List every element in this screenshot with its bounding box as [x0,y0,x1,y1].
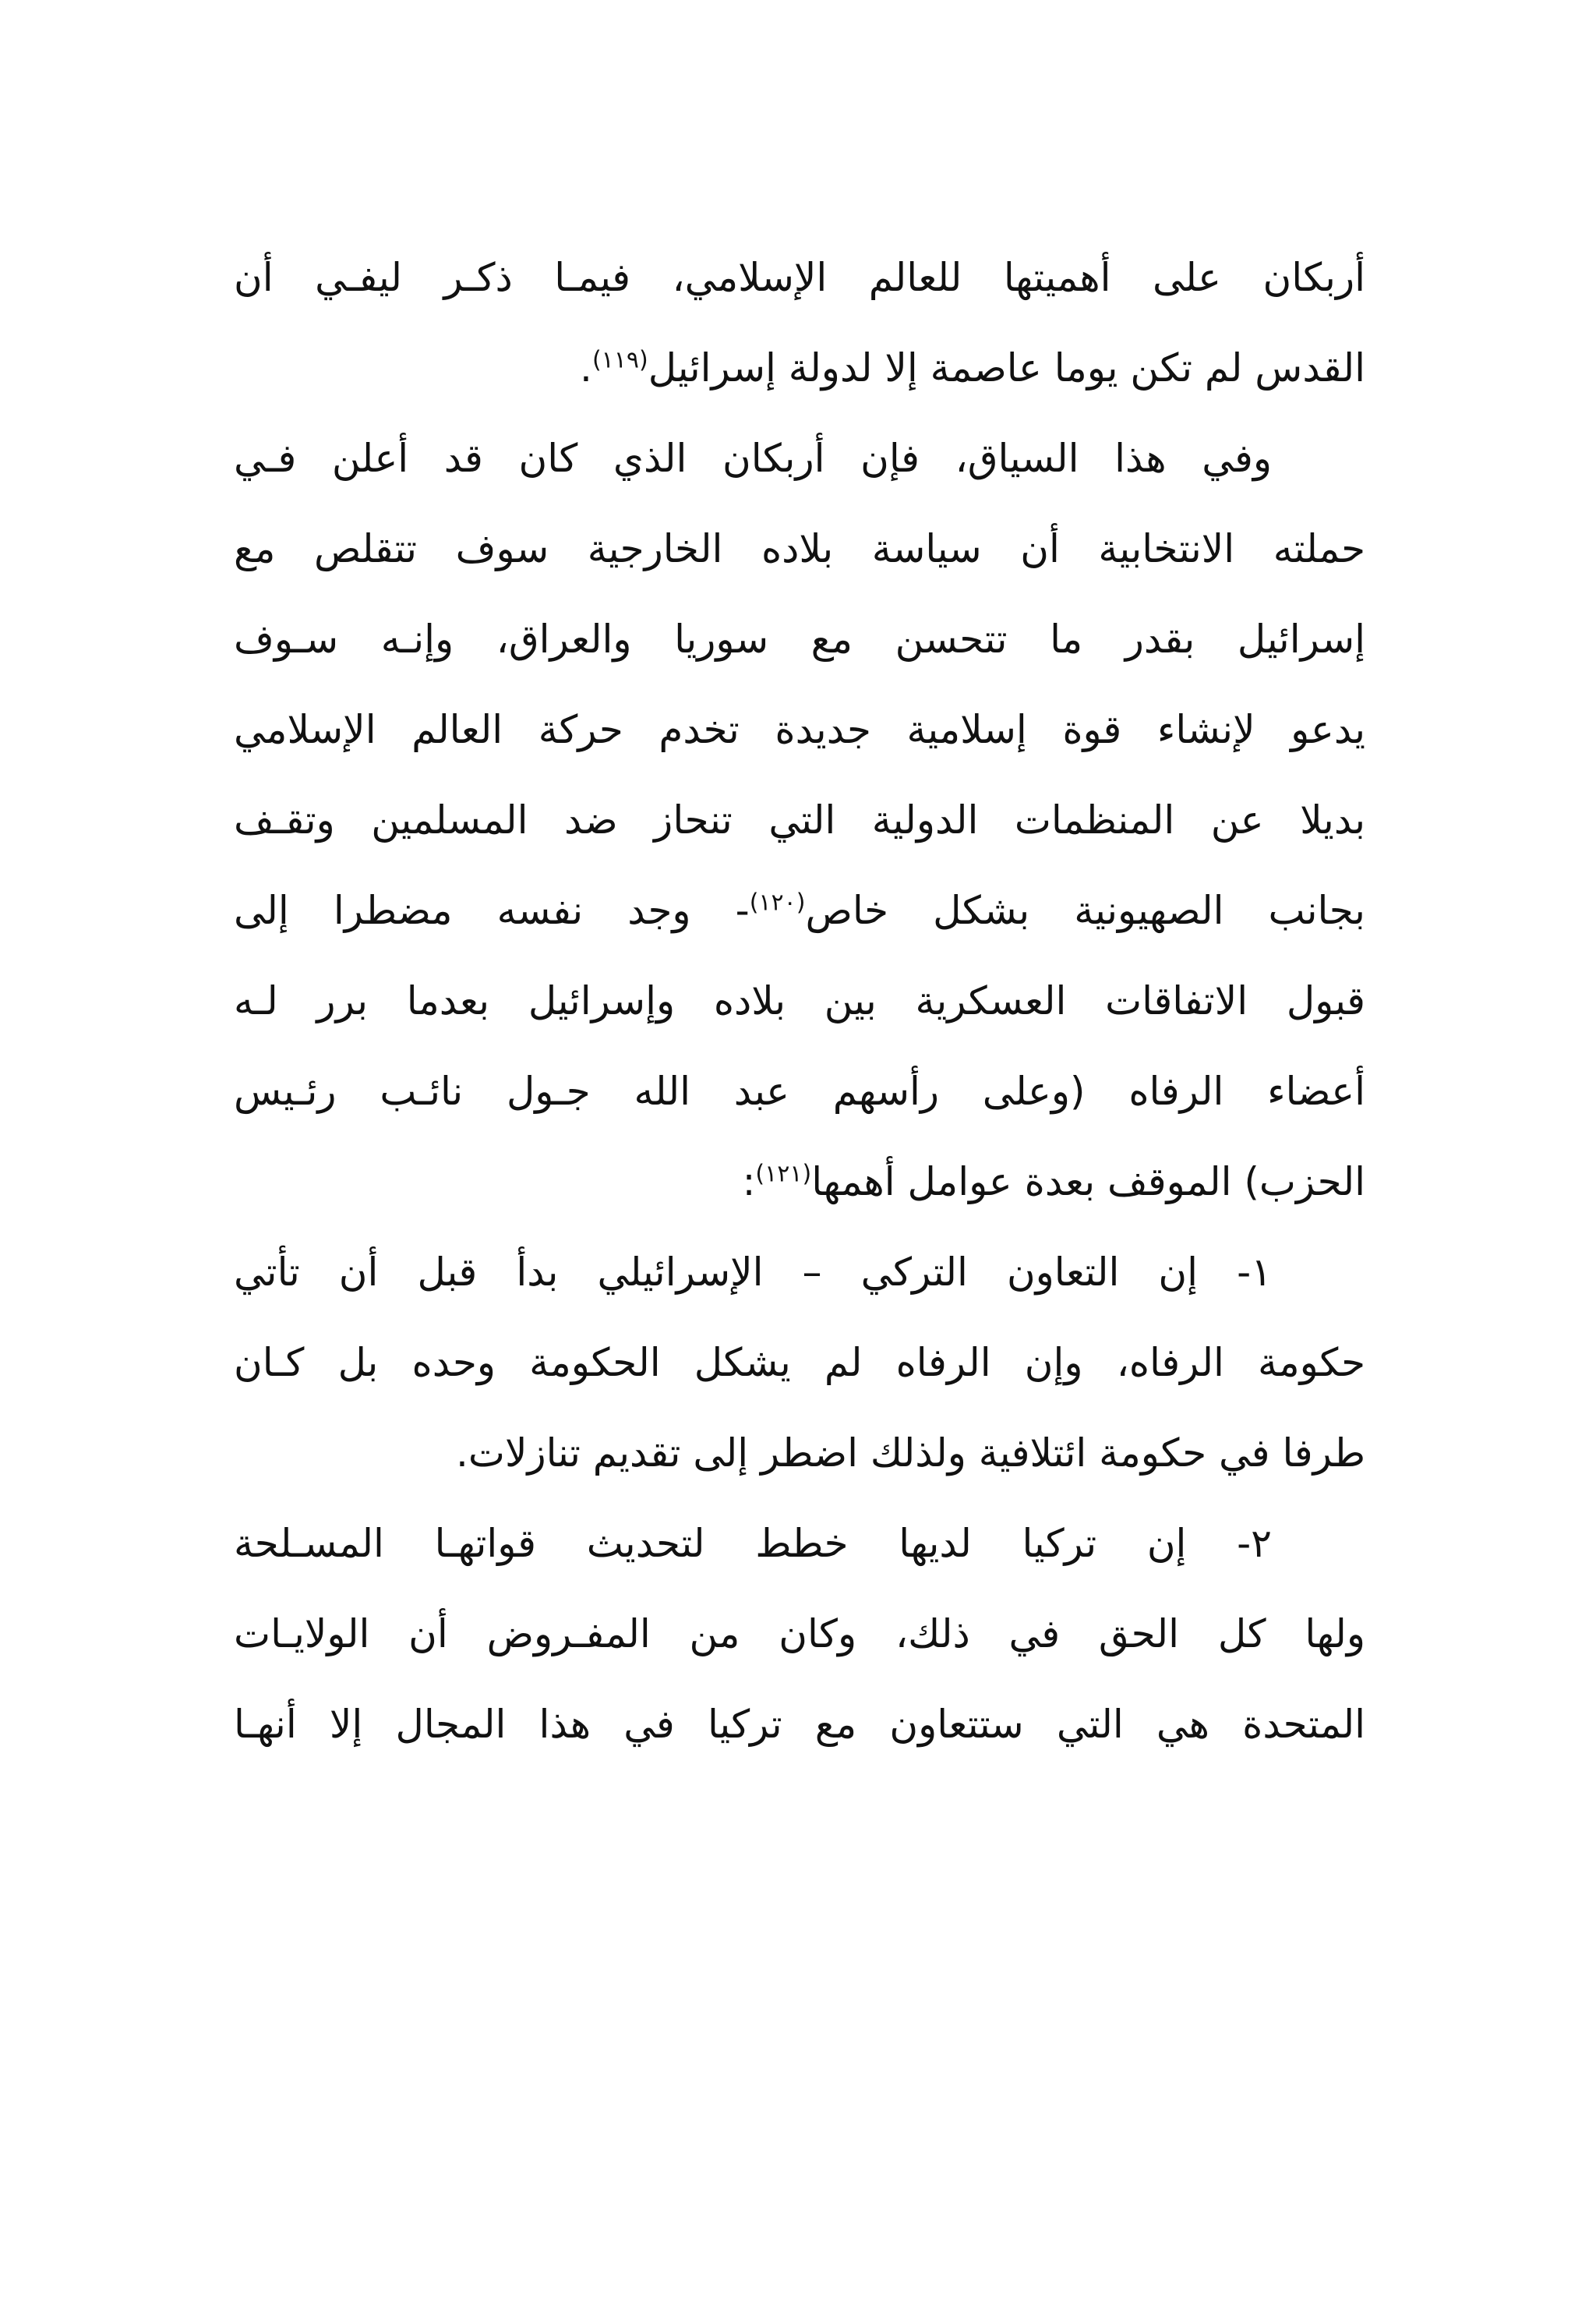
text-line: أربكان على أهميتها للعالم الإسلامي، فيمـا ذكـر ليفـي أن [234,255,1365,300]
text-line: أعضاء الرفاه (وعلى رأسهم عبد الله جـول نائـب رئـيس [234,1069,1365,1114]
body-text [234,232,1365,1769]
text-line [234,865,1365,956]
line-text: الحزب) الموقف بعدة عوامل أهمها [811,1159,1365,1204]
text-line: إسرائيل بقدر ما تتحسن مع سوريا والعراق، وإنـه سـوف [234,617,1365,662]
footnote-ref: (١٢٠) [749,889,806,917]
text-line: حكومة الرفاه، وإن الرفاه لم يشكل الحكومة وحده بل كـان [234,1340,1365,1385]
line-text-tail: . [580,345,592,391]
footnote-ref: (١٢١) [755,1160,812,1188]
text-line: يدعو لإنشاء قوة إسلامية جديدة تخدم حركة العالم الإسلامي [234,707,1365,752]
text-line: طرفا في حكومة ائتلافية ولذلك اضطر إلى تقديم تنازلات. [456,1430,1365,1476]
line-text-tail: - وجد نفسه مضطرا إلى [234,888,750,933]
text-line: حملته الانتخابية أن سياسة بلاده الخارجية سوف تتقلص مع [234,526,1365,571]
text-line [234,1137,1365,1227]
line-text: القدس لم تكن يوما عاصمة إلا لدولة إسرائيل [648,345,1365,391]
text-line: المتحدة هي التي ستتعاون مع تركيا في هذا المجال إلا أنهـا [234,1702,1365,1747]
text-line [234,323,1365,413]
line-text-tail: : [742,1159,756,1204]
text-line: ولها كل الحق في ذلك، وكان من المفـروض أن الولايـات [234,1611,1365,1656]
line-text: بجانب الصهيونية بشكل خاص [805,888,1365,933]
text-line: ١- إن التعاون التركي – الإسرائيلي بدأ قبل أن تأتي [234,1250,1272,1295]
text-line: بديلا عن المنظمات الدولية التي تنحاز ضد المسلمين وتقـف [234,797,1365,843]
footnote-ref: (١١٩) [591,346,648,374]
text-line: قبول الاتفاقات العسكرية بين بلاده وإسرائيل بعدما برر لـه [234,978,1365,1023]
text-line: ٢- إن تركيا لديها خطط لتحديث قواتهـا المسـلحة [234,1521,1272,1566]
text-line: وفي هذا السياق، فإن أربكان الذي كان قد أعلن فـي [234,436,1272,481]
